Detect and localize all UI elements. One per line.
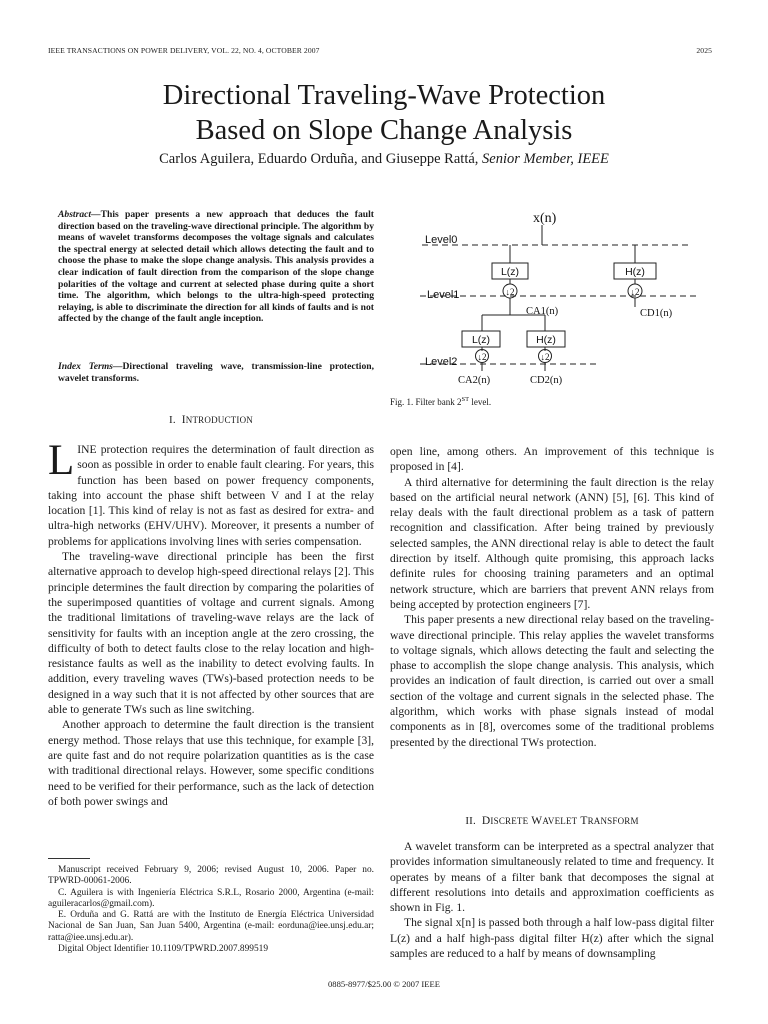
running-head	[48, 46, 712, 58]
downsample-label: ↓2	[630, 287, 640, 297]
figure-filter-bank	[390, 203, 720, 393]
paper-title	[48, 79, 720, 148]
cd2-label: CD2(n)	[530, 375, 563, 386]
right-column-body	[390, 444, 714, 750]
paragraph: open line, among others. An improvement of this technique is proposed in [4].	[390, 445, 714, 474]
abstract-text: This paper presents a new approach that deduces the fault direction based on the traveling-wave directional principle. The algorithm by means of wavelet transforms decomposes the voltage signals and calculates the spectral energy at selected detail which allows detecting the fault and to choose the phase to make the slope change analysis. This analysis provides a clear indication of fault direction from the comparison of the slope change polarities of the voltage and current at selected phase during quite a short time. The algorithm, which belongs to the ultra-high-speed protecting relaying, is able to discriminate the direction for all kinds of faults and is not affected by the change of the fault angle inception.	[58, 209, 374, 325]
footnote-rule	[48, 858, 90, 859]
figure-caption	[390, 396, 491, 407]
drop-cap: L	[48, 437, 75, 484]
copyright-line: 0885-8977/$25.00 © 2007 IEEE	[327, 979, 441, 989]
author-names: Carlos Aguilera, Eduardo Orduña, and Giuseppe Rattá,	[159, 151, 479, 167]
ca1-label: CA1(n)	[526, 306, 559, 317]
section-title-letter: D	[481, 815, 491, 827]
paragraph: A third alternative for determining the fault direction is the relay based on the artificial neural network (ANN) [5], [6]. This kind of relay deals with the fault directional problem as a task of pattern recognition and classification. After being trained by previously selected samples, the ANN directional relay is able to detect the fault direction by itself. Although quite promising, this approach lacks definite rules for choosing training parameters and an optimal network structure, which are barriers that prevent ANN relays from being accepted by protection engineers [7].	[390, 475, 714, 611]
paragraph: A wavelet transform can be interpreted as a spectral analyzer that provides information simultaneously related to time and frequency. It operates by means of a filter bank that decomposes the signal at different resolutions into details and approximation coefficients as shown in Fig. 1.	[390, 840, 714, 915]
input-label: x(n)	[533, 211, 557, 226]
section-heading-dwt	[390, 815, 714, 827]
caption-superscript: ST	[461, 396, 470, 403]
index-terms-text: Directional traveling wave, transmission-line protection, wavelet transforms.	[58, 361, 374, 384]
section-number: II.	[465, 815, 476, 827]
highpass-label: H(z)	[625, 266, 645, 278]
section-title-letter: W	[531, 815, 543, 827]
section-title-rest: NTRODUCTION	[185, 415, 253, 425]
paragraph: Another approach to determine the fault direction is the transient energy method. Those relays that use this technique, for example [3], are quite fast and do not require polarization quantities as is the case with traditional directional relays. However, some specific conditions need to be verified for their performance, such as the lack of detection of both power swings and	[48, 718, 374, 808]
highpass-label-l2: H(z)	[536, 334, 556, 346]
section-heading-introduction	[48, 414, 374, 426]
section-number: I.	[169, 414, 176, 426]
downsample-label: ↓2	[477, 352, 487, 362]
section-title-rest: RANSFORM	[587, 816, 639, 826]
section-title-rest: AVELET	[542, 816, 578, 826]
introduction-body	[48, 437, 374, 809]
ca2-label: CA2(n)	[458, 375, 491, 386]
author-list	[48, 151, 720, 168]
paragraph: The signal x[n] is passed both through a half low-pass digital filter L(z) and a half high-pass digital filter H(z) after which the signal samples are reduced to a half by means of downsampling	[390, 916, 714, 961]
caption-text: Fig. 1. Filter bank 2	[390, 397, 462, 407]
level1-label: Level1	[427, 289, 460, 301]
footnote-author-1: C. Aguilera is with Ingeniería Eléctrica S.R.L, Rosario 2000, Argentina (e-mail: aguileracarlos@gmail.com).	[48, 887, 374, 909]
footnotes	[48, 865, 374, 955]
section-title-first-letter: I	[181, 414, 186, 426]
cd1-label: CD1(n)	[640, 308, 673, 319]
footnote-doi: Digital Object Identifier 10.1109/TPWRD.2007.899519	[58, 944, 269, 955]
author-membership: Senior Member, IEEE	[482, 151, 609, 167]
caption-text-end: level.	[469, 397, 492, 407]
page-number: 2025	[696, 46, 712, 55]
filter-bank-diagram	[390, 203, 720, 393]
title-line-2: Based on Slope Change Analysis	[195, 114, 573, 146]
paragraph: This paper presents a new directional relay based on the traveling-wave directional principle. This relay applies the wavelet transforms to voltage signals, which allows detecting the fault and selecting the phase to accomplish the slope change analysis. This analysis, which provides an indication of fault direction, is carried out over a small section of the voltage and current signals in the selected phase. The algorithm, which works with phase signals instead of modal components as in [8], overcomes some of the traditional problems presented by the directional TWs protection.	[390, 613, 714, 749]
paragraph	[48, 437, 374, 549]
footnote-author-2: E. Orduña and G. Rattá are with the Instituto de Energía Eléctrica Universidad Nacional de San Juan, San Juan 5400, Argentina (e-mail: eorduna@iee.unsj.edu.ar; ratta@iee.unsj.edu.ar).	[48, 910, 374, 943]
level0-label: Level0	[425, 234, 458, 246]
dwt-body	[390, 839, 714, 961]
downsample-label: ↓2	[540, 352, 550, 362]
footnote-manuscript: Manuscript received February 9, 2006; revised August 10, 2006. Paper no. TPWRD-00061-2006.	[48, 865, 374, 887]
index-terms	[58, 361, 374, 384]
level2-label: Level2	[425, 356, 458, 368]
index-terms-label: Index Terms—	[58, 361, 123, 372]
paragraph: The traveling-wave directional principle has been the first alternative approach to develop high-speed directional relays [2]. This principle determines the fault direction by comparing the polarities of the superimposed quantities of voltage and current signals. Among the traditional limitations of traveling-wave relays are the lack of sensitivity for faults with an inception angle at the zero crossing, the difficulty of both to detect faults close to the relay location and high-resistance faults as well as the inability to detect evolving faults. In addition, every traveling waves (TWs)-based protection needs to be designed in a way such that it is not affected by other sources that are able to generate TWs such as line switching.	[48, 550, 374, 717]
section-title-letter: T	[580, 815, 588, 827]
paragraph-text: INE protection requires the determination of fault direction as soon as possible in order to enable fault clearing. For years, this function has been based on power frequency components, taking into account the phase shift between V and I at the relay location [1]. This kind of relay is not as fast as desired for extra- and ultra-high networks (EHV/UHV). Moreover, it presents a number of problems for applications involving lines with series compensation.	[48, 443, 374, 548]
title-line-1: Directional Traveling-Wave Protection	[162, 80, 606, 111]
lowpass-label-l2: L(z)	[471, 334, 491, 346]
lowpass-label: L(z)	[500, 266, 520, 278]
section-title-rest: ISCRETE	[490, 816, 529, 826]
abstract	[58, 209, 374, 325]
journal-name: IEEE TRANSACTIONS ON POWER DELIVERY, VOL. 22, NO. 4, OCTOBER 2007	[48, 46, 320, 55]
abstract-label: Abstract—	[58, 209, 101, 220]
downsample-label: ↓2	[505, 287, 515, 297]
